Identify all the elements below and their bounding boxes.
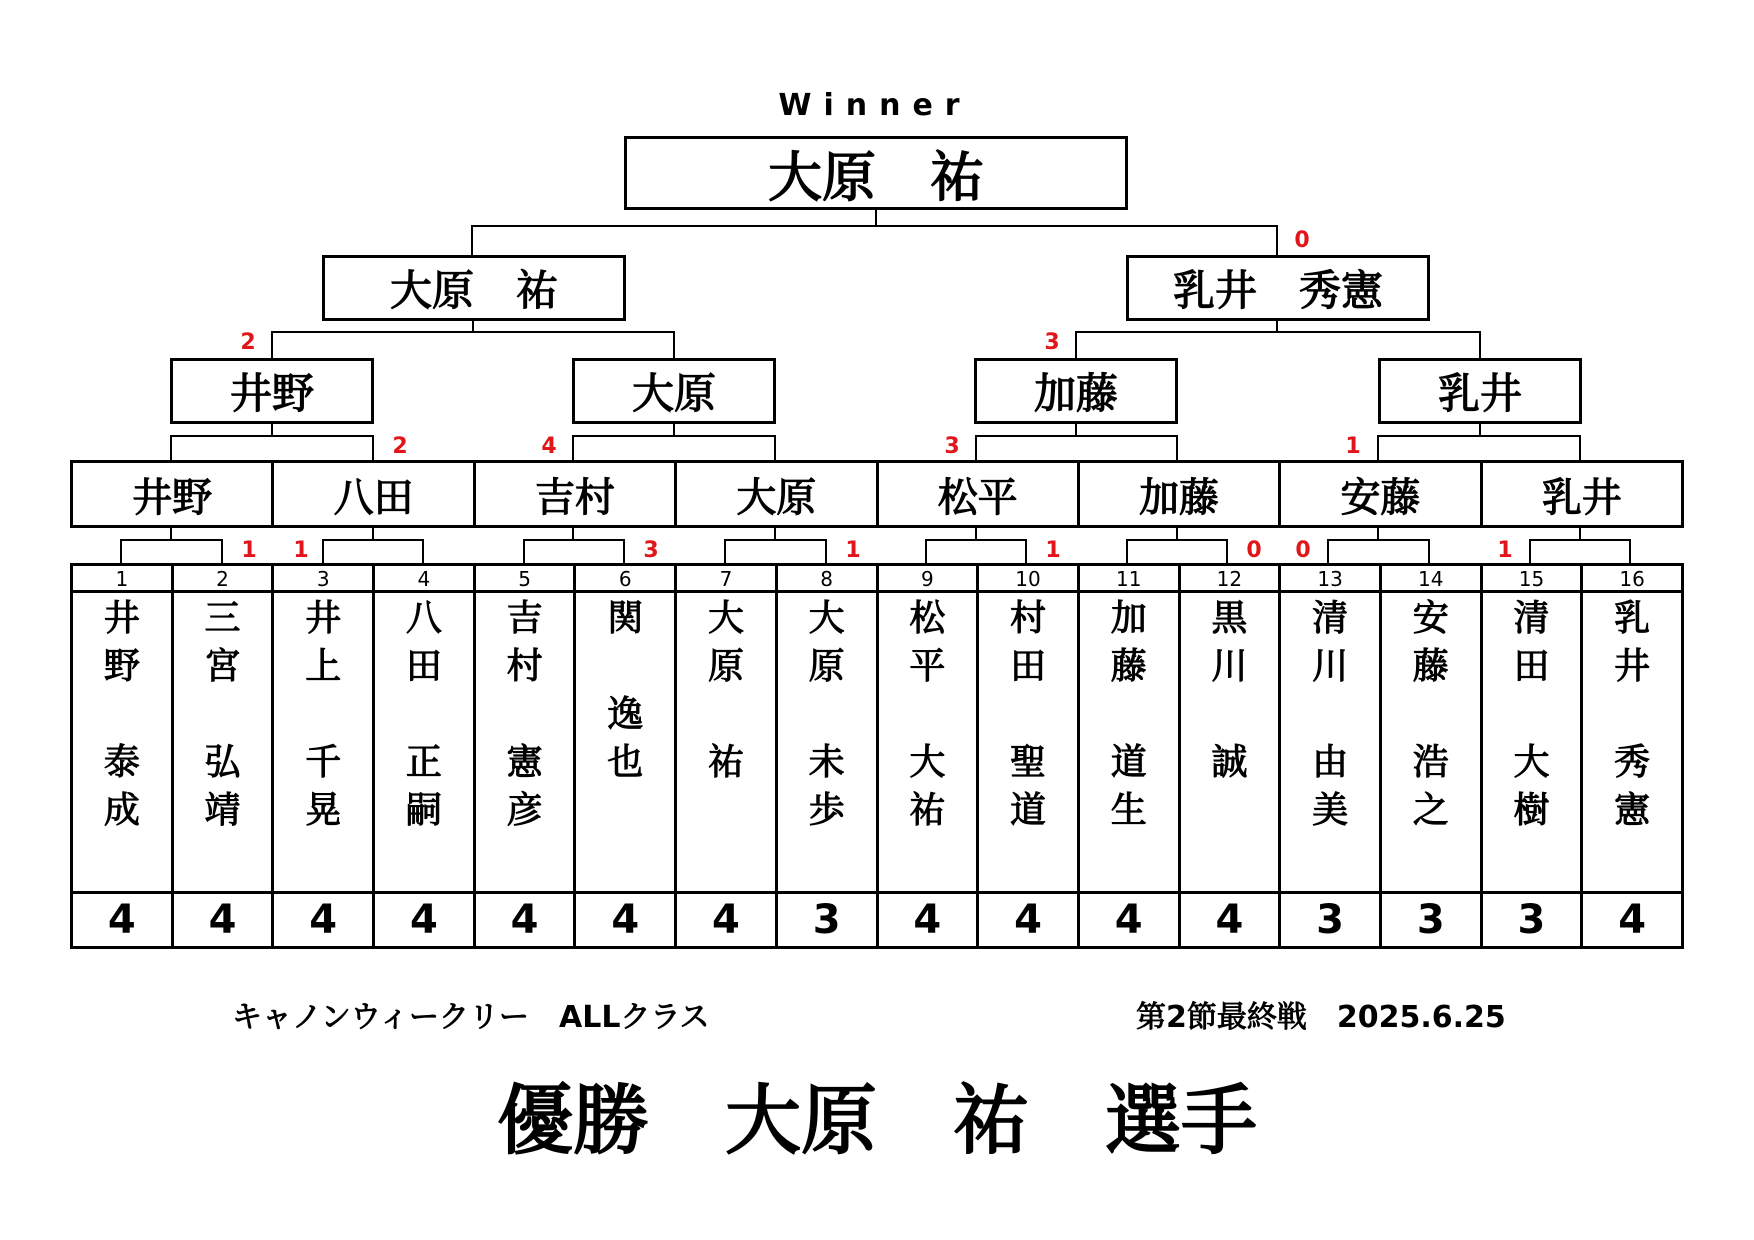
seed-number: 13 xyxy=(1281,566,1379,593)
round16-cell: 松平 xyxy=(876,463,1077,525)
player-column xyxy=(775,566,876,946)
seed-number: 12 xyxy=(1181,566,1279,593)
seed-number: 16 xyxy=(1583,566,1681,593)
player-score: 4 xyxy=(879,891,977,946)
player-score: 3 xyxy=(1483,891,1581,946)
loser-score: 1 xyxy=(1345,434,1361,459)
event-date: 第2節最終戦 2025.6.25 xyxy=(1136,1000,1506,1035)
player-column xyxy=(171,566,272,946)
player-name: 清 川 由 美 xyxy=(1312,598,1349,831)
player-score: 4 xyxy=(979,891,1077,946)
loser-score: 2 xyxy=(240,330,256,355)
player-score: 4 xyxy=(174,891,272,946)
round16-cell: 加藤 xyxy=(1077,463,1278,525)
player-score: 4 xyxy=(274,891,372,946)
loser-score: 1 xyxy=(293,538,309,563)
final-winner-box: 大原 祐 xyxy=(624,136,1128,210)
player-score: 4 xyxy=(73,891,171,946)
loser-score: 3 xyxy=(1044,330,1060,355)
loser-score: 1 xyxy=(1497,538,1513,563)
player-name: 松 平 大 祐 xyxy=(909,598,946,831)
seed-number: 5 xyxy=(476,566,574,593)
quarterfinal-box: 大原 xyxy=(572,358,776,424)
seed-number: 6 xyxy=(576,566,674,593)
player-column xyxy=(674,566,775,946)
loser-score: 4 xyxy=(541,434,557,459)
seed-number: 3 xyxy=(274,566,372,593)
player-name: 大 原 未 歩 xyxy=(808,598,845,831)
player-score: 3 xyxy=(1382,891,1480,946)
loser-score: 1 xyxy=(1045,538,1061,563)
seed-number: 10 xyxy=(979,566,1077,593)
quarterfinal-box: 乳井 xyxy=(1378,358,1582,424)
seed-number: 15 xyxy=(1483,566,1581,593)
loser-score: 3 xyxy=(944,434,960,459)
player-score: 4 xyxy=(1583,891,1681,946)
player-column xyxy=(1379,566,1480,946)
player-name: 吉 村 憲 彦 xyxy=(506,598,543,831)
seed-number: 2 xyxy=(174,566,272,593)
player-column xyxy=(271,566,372,946)
seed-number: 4 xyxy=(375,566,473,593)
loser-score: 1 xyxy=(241,538,257,563)
player-name: 三 宮 弘 靖 xyxy=(204,598,241,831)
loser-score: 0 xyxy=(1246,538,1262,563)
semifinal-box: 大原 祐 xyxy=(322,255,626,321)
player-name: 八 田 正 嗣 xyxy=(405,598,442,831)
player-name: 加 藤 道 生 xyxy=(1110,598,1147,831)
loser-score: 0 xyxy=(1295,538,1311,563)
loser-score: 3 xyxy=(643,538,659,563)
loser-score: 0 xyxy=(1294,228,1310,253)
quarterfinal-box: 井野 xyxy=(170,358,374,424)
player-score: 4 xyxy=(476,891,574,946)
round16-cell: 安藤 xyxy=(1278,463,1479,525)
loser-score: 2 xyxy=(392,434,408,459)
seed-number: 11 xyxy=(1080,566,1178,593)
player-column xyxy=(73,566,171,946)
round16-cell: 大原 xyxy=(674,463,875,525)
round16-cell: 乳井 xyxy=(1480,463,1681,525)
player-column xyxy=(573,566,674,946)
seed-number: 7 xyxy=(677,566,775,593)
player-name: 井 上 千 晃 xyxy=(305,598,342,831)
round16-cell: 八田 xyxy=(271,463,472,525)
player-column xyxy=(1178,566,1279,946)
player-column xyxy=(976,566,1077,946)
seed-number: 9 xyxy=(879,566,977,593)
quarterfinal-box: 加藤 xyxy=(974,358,1178,424)
player-name: 安 藤 浩 之 xyxy=(1412,598,1449,831)
player-score: 4 xyxy=(576,891,674,946)
series-title: キャノンウィークリー ALLクラス xyxy=(232,1000,710,1035)
player-name: 井 野 泰 成 xyxy=(103,598,140,831)
player-column xyxy=(876,566,977,946)
player-name: 黒 川 誠 xyxy=(1211,598,1248,783)
player-column xyxy=(1480,566,1581,946)
player-column xyxy=(1580,566,1681,946)
player-column xyxy=(1077,566,1178,946)
player-score: 4 xyxy=(1181,891,1279,946)
player-table xyxy=(70,563,1684,949)
seed-number: 1 xyxy=(73,566,171,593)
player-score: 4 xyxy=(677,891,775,946)
player-name: 関 逸 也 xyxy=(607,598,644,783)
player-score: 3 xyxy=(778,891,876,946)
player-column xyxy=(473,566,574,946)
winner-label: Winner xyxy=(778,88,972,123)
champion-banner: 優勝 大原 祐 選手 xyxy=(497,1076,1257,1165)
player-name: 村 田 聖 道 xyxy=(1010,598,1047,831)
player-column xyxy=(372,566,473,946)
player-column xyxy=(1278,566,1379,946)
player-score: 4 xyxy=(375,891,473,946)
player-name: 大 原 祐 xyxy=(707,598,744,783)
round16-row xyxy=(70,460,1684,528)
player-score: 4 xyxy=(1080,891,1178,946)
player-name: 清 田 大 樹 xyxy=(1513,598,1550,831)
seed-number: 14 xyxy=(1382,566,1480,593)
loser-score: 1 xyxy=(845,538,861,563)
round16-cell: 吉村 xyxy=(473,463,674,525)
player-score: 3 xyxy=(1281,891,1379,946)
player-name: 乳 井 秀 憲 xyxy=(1614,598,1651,831)
seed-number: 8 xyxy=(778,566,876,593)
semifinal-box: 乳井 秀憲 xyxy=(1126,255,1430,321)
round16-cell: 井野 xyxy=(132,474,213,521)
